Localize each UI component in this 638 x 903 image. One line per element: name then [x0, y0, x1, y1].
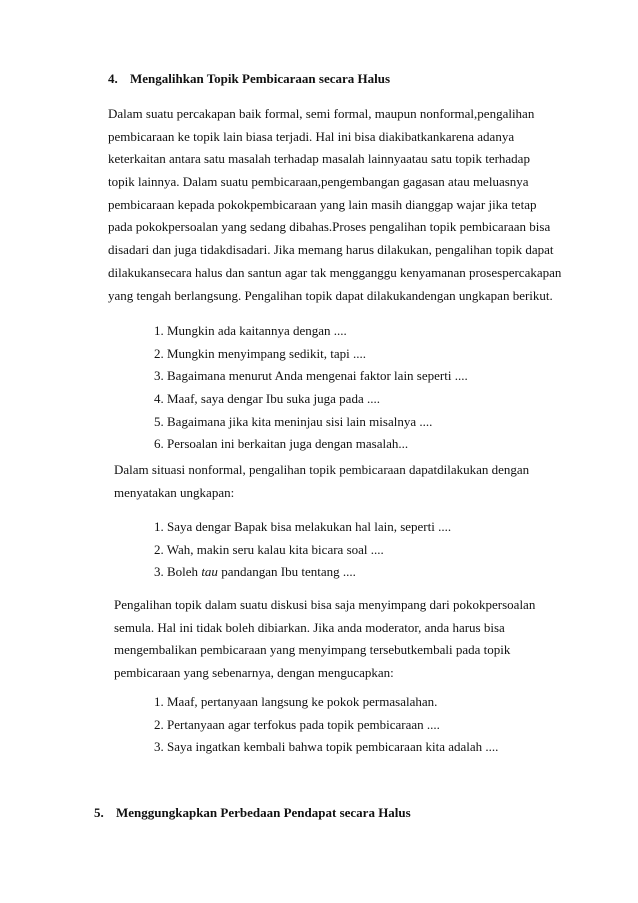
list-2-item: 1. Saya dengar Bapak bisa melakukan hal lain, seperti .... [154, 519, 452, 534]
paragraph-3-line: mengembalikan pembicaraan yang menyimpang tersebutkembali pada topik [114, 642, 511, 658]
paragraph-1-line: pembicaraan ke topik lain biasa terjadi. Hal ini bisa diakibatkankarena adanya [108, 128, 515, 144]
paragraph-2-line: Dalam situasi nonformal, pengalihan topik pembicaraan dapatdilakukan dengan [114, 462, 530, 477]
paragraph-1-line: pembicaraan kepada pokokpembicaraan yang lain masih dianggap wajar jika tetap [108, 196, 537, 212]
list-3-item: 3. Saya ingatkan kembali bahwa topik pembicaraan kita adalah .... [154, 739, 499, 755]
list-3-item: 1. Maaf, pertanyaan langsung ke pokok permasalahan. [154, 694, 438, 709]
paragraph-3 [114, 594, 535, 685]
section-4-number: 4. [108, 71, 118, 86]
list-2-item [154, 561, 451, 584]
paragraph-1-line: topik lainnya. Dalam suatu pembicaraan,pengembangan gagasan atau meluasnya [108, 174, 529, 190]
list-1-item: 2. Mungkin menyimpang sedikit, tapi .... [154, 345, 366, 361]
list-2-item-3-prefix: 3. Boleh [154, 564, 202, 580]
list-2-item-3-suffix: pandangan Ibu tentang .... [217, 564, 356, 580]
list-3 [154, 691, 498, 759]
section-5-heading [94, 805, 411, 821]
paragraph-1-line: keterkaitan antara satu masalah terhadap masalah lainnyaatau satu topik terhadap [108, 151, 530, 167]
paragraph-1 [108, 103, 561, 307]
list-1-item: 1. Mungkin ada kaitannya dengan .... [154, 323, 347, 338]
list-1-item: 6. Persoalan ini berkaitan juga dengan masalah... [154, 436, 409, 452]
paragraph-1-line: Dalam suatu percakapan baik formal, semi formal, maupun nonformal,pengalihan [108, 106, 535, 121]
paragraph-2-line: menyatakan ungkapan: [114, 484, 235, 500]
paragraph-1-line: disadari dan juga tidakdisadari. Jika memang harus dilakukan, pengalihan topik dapat [108, 242, 554, 258]
list-2 [154, 516, 451, 584]
paragraph-3-line: semula. Hal ini tidak boleh dibiarkan. Jika anda moderator, anda harus bisa [114, 619, 505, 635]
list-3-item: 2. Pertanyaan agar terfokus pada topik pembicaraan .... [154, 716, 440, 732]
list-1 [154, 320, 468, 456]
paragraph-1-line: pada pokokpersoalan yang sedang dibahas.Proses pengalihan topik pembicaraan bisa [108, 219, 551, 235]
paragraph-1-line: dilakukansecara halus dan santun agar tak mengganggu kenyamanan prosespercakapan [108, 264, 562, 280]
section-5-number: 5. [94, 805, 104, 820]
section-4-title: Mengalihkan Topik Pembicaraan secara Halus [130, 71, 391, 86]
section-4-heading [108, 71, 390, 87]
list-2-item-3-italic: tau [201, 564, 218, 580]
section-5-title: Menggungkapkan Perbedaan Pendapat secara Halus [116, 805, 411, 820]
paragraph-3-line: Pengalihan topik dalam suatu diskusi bisa saja menyimpang dari pokokpersoalan [114, 597, 536, 612]
paragraph-2 [114, 459, 529, 504]
list-1-item: 5. Bagaimana jika kita meninjau sisi lain misalnya .... [154, 413, 433, 429]
list-1-item: 4. Maaf, saya dengar Ibu suka juga pada .... [154, 391, 380, 407]
list-1-item: 3. Bagaimana menurut Anda mengenai faktor lain seperti .... [154, 368, 468, 384]
list-2-item: 2. Wah, makin seru kalau kita bicara soal .... [154, 541, 384, 557]
paragraph-3-line: pembicaraan yang sebenarnya, dengan mengucapkan: [114, 665, 394, 681]
paragraph-1-line: yang tengah berlangsung. Pengalihan topik dapat dilakukandengan ungkapan berikut. [108, 287, 553, 303]
